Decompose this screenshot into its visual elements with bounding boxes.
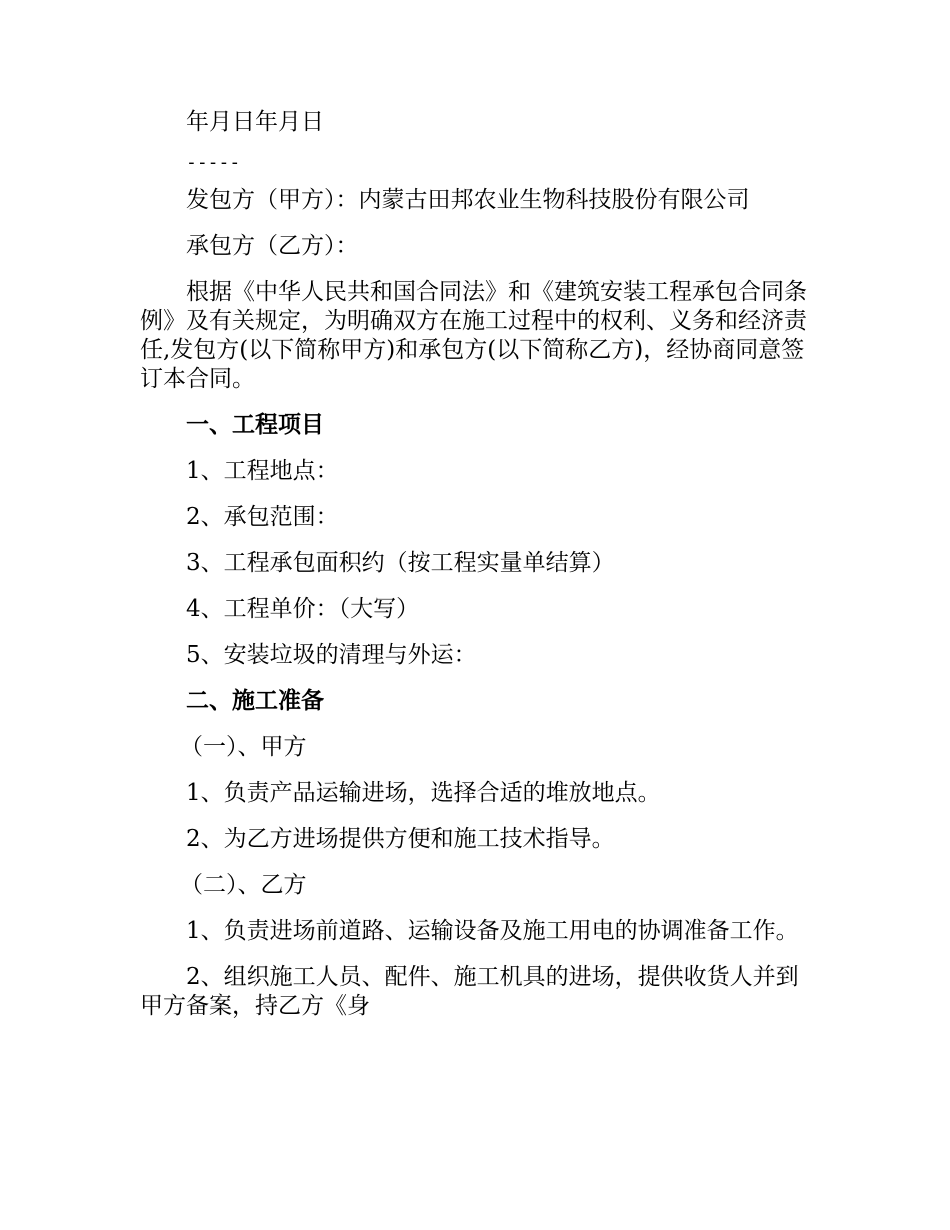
document-body <box>140 108 812 1038</box>
preamble-paragraph: 根据《中华人民共和国合同法》和《建筑安装工程承包合同条例》及有关规定，为明确双方在施工过程中的权利、义务和经济责任,发包方(以下简称甲方)和承包方(以下简称乙方)，经协商同意签订本合同。 <box>140 279 807 392</box>
dash-line: ----- <box>186 152 241 173</box>
party-a-item: 2、为乙方进场提供方便和施工技术指导。 <box>186 826 615 852</box>
section-1-item: 5、安装垃圾的清理与外运： <box>186 642 477 668</box>
party-b-subheading: （二）、乙方 <box>180 872 307 898</box>
party-b-line: 承包方（乙方）： <box>186 233 359 259</box>
party-a-line: 发包方（甲方）：内蒙古田邦农业生物科技股份有限公司 <box>186 187 750 213</box>
party-b-item: 2、组织施工人员、配件、施工机具的进场，提供收货人并到甲方备案，持乙方《身 <box>140 964 799 1019</box>
section-1-item: 2、承包范围： <box>186 504 339 530</box>
section-2-heading: 二、施工准备 <box>186 688 324 714</box>
party-b-item: 1、负责进场前道路、运输设备及施工用电的协调准备工作。 <box>186 918 799 944</box>
section-1-item: 4、工程单价：（大写） <box>186 596 420 622</box>
section-1-heading: 一、工程项目 <box>186 412 324 438</box>
section-1-item: 1、工程地点： <box>186 458 339 484</box>
party-a-subheading: （一）、甲方 <box>180 734 307 760</box>
section-1-item: 3、工程承包面积约（按工程实量单结算） <box>186 550 615 576</box>
date-line: 年月日年月日 <box>186 109 324 135</box>
party-a-item: 1、负责产品运输进场，选择合适的堆放地点。 <box>186 780 661 806</box>
